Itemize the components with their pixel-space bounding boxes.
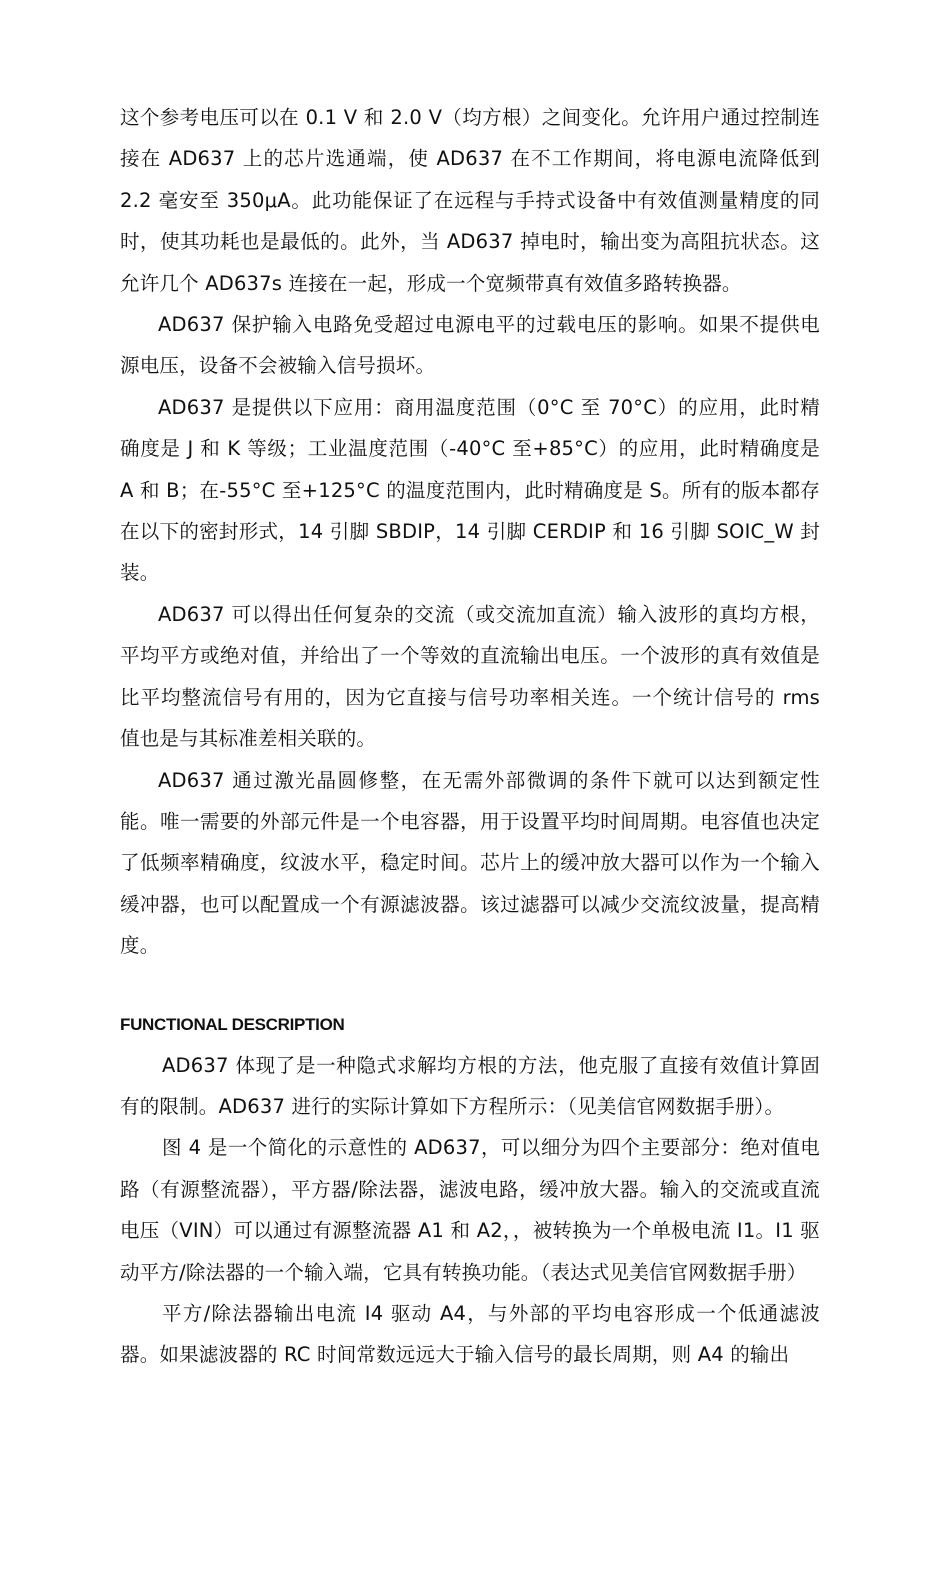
paragraph-laser-trim: AD637 通过激光晶圆修整，在无需外部微调的条件下就可以达到额定性能。唯一需要的外部元件是一个电容器，用于设置平均时间周期。电容值也决定了低频率精确度，纹波水平，稳定时间。芯片上的缓冲放大器可以作为一个输入缓冲器，也可以配置成一个有源滤波器。该过滤器可以减少交流纹波量，提高精度。: [120, 768, 820, 958]
paragraph-reference-voltage: 这个参考电压可以在 0.1 V 和 2.0 V（均方根）之间变化。允许用户通过控制连接在 AD637 上的芯片选通端，使 AD637 在不工作期间，将电源电流降低到 2.2 毫安至 350μA。此功能保证了在远程与手持式设备中有效值测量精度的同时，使其功耗也是最低的。此外，当 AD637 掉电时，输出变为高阻抗状态。这允许几个 AD637s 连接在一起，形成一个宽频带真有效值多路转换器。: [120, 106, 820, 295]
paragraph-true-rms: AD637 可以得出任何复杂的交流（或交流加直流）输入波形的真均方根，平均平方或绝对值，并给出了一个等效的直流输出电压。一个波形的真有效值是比平均整流信号有用的，因为它直接与信号功率相关连。一个统计信号的 rms 值也是与其标准差相关联的。: [120, 602, 820, 751]
paragraph-figure-4: 图 4 是一个简化的示意性的 AD637，可以细分为四个主要部分：绝对值电路（有源整流器），平方器/除法器，滤波电路，缓冲放大器。输入的交流或直流电压（VIN）可以通过有源整流器 A1 和 A2，，被转换为一个单极电流 I1。I1 驱动平方/除法器的一个输入端，它具有转换功能。（表达式见美信官网数据手册）: [120, 1136, 820, 1284]
section-heading-functional-description: FUNCTIONAL DESCRIPTION: [120, 1014, 345, 1034]
paragraph-lowpass-filter: 平方/除法器输出电流 I4 驱动 A4，与外部的平均电容形成一个低通滤波器。如果滤波器的 RC 时间常数远远大于输入信号的最长周期，则 A4 的输出: [120, 1301, 820, 1367]
document-page: [120, 97, 820, 1376]
paragraph-temperature-grades: AD637 是提供以下应用：商用温度范围（0°C 至 70°C）的应用，此时精确度是 J 和 K 等级；工业温度范围（-40°C 至+85°C）的应用，此时精确度是 A 和 B；在-55°C 至+125°C 的温度范围内，此时精确度是 S。所有的版本都存在以下的密封形式，14 引脚 SBDIP，14 引脚 CERDIP 和 16 引脚 SOIC_W 封装。: [120, 395, 820, 585]
paragraph-implicit-rms: AD637 体现了是一种隐式求解均方根的方法，他克服了直接有效值计算固有的限制。AD637 进行的实际计算如下方程所示：（见美信官网数据手册）。: [120, 1053, 820, 1118]
paragraph-input-protection: AD637 保护输入电路免受超过电源电平的过载电压的影响。如果不提供电源电压，设备不会被输入信号损坏。: [120, 313, 820, 378]
